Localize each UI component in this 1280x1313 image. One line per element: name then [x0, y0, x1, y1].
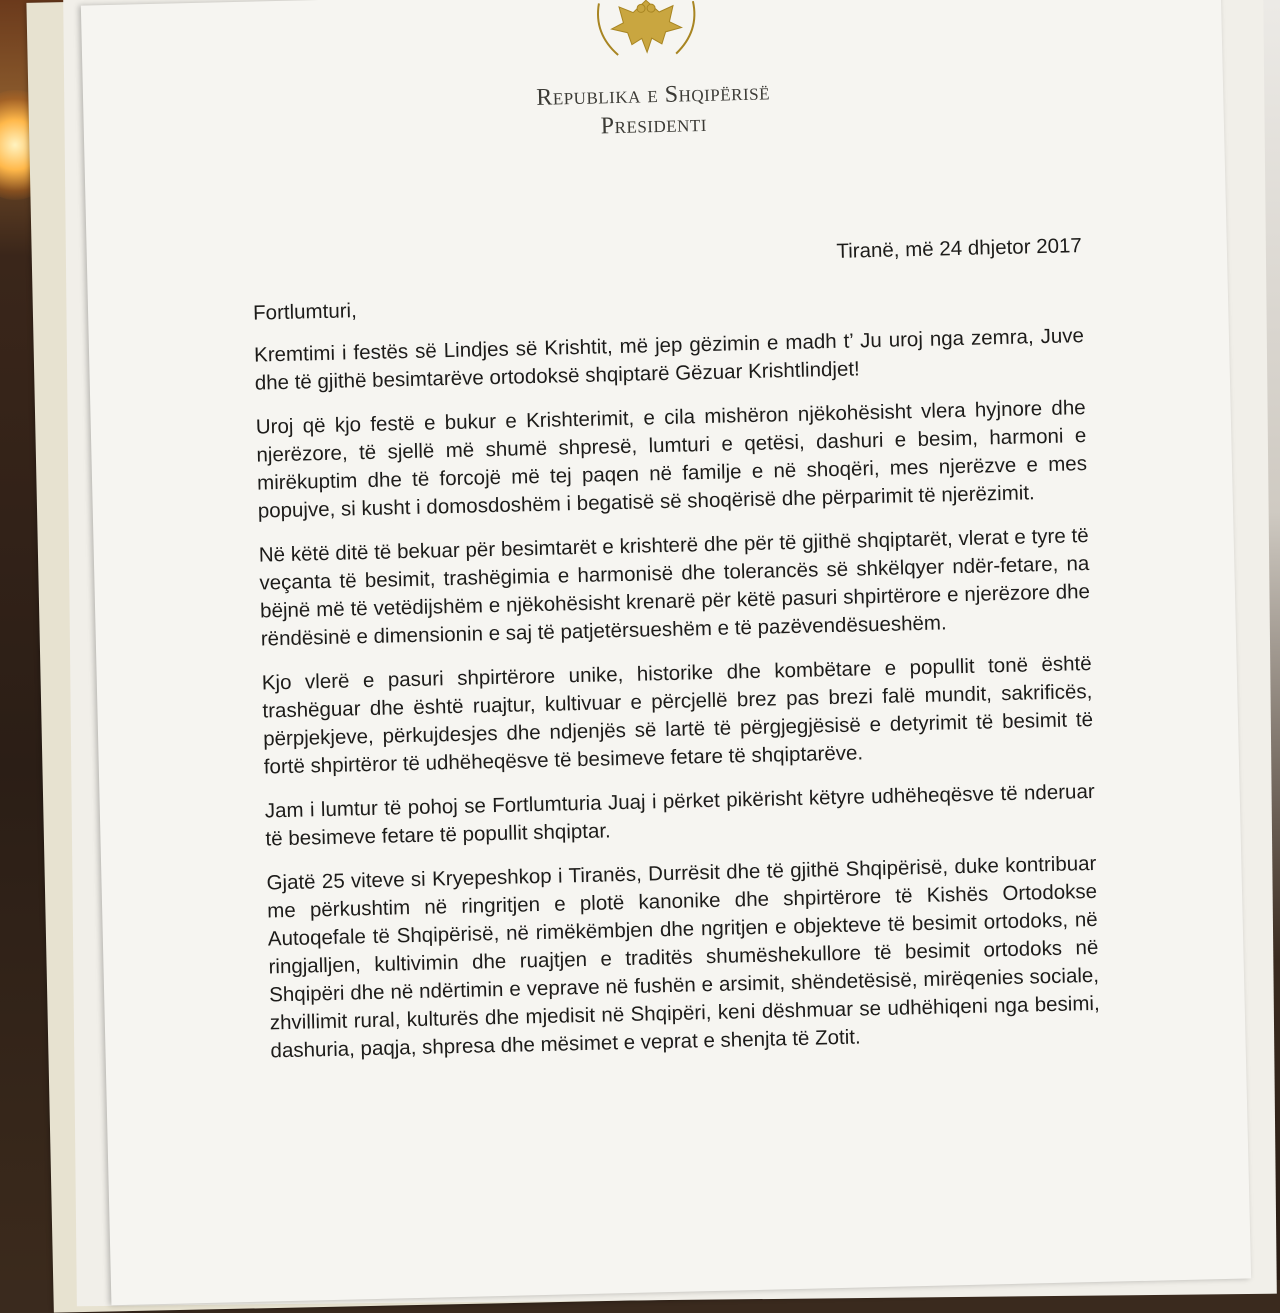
letter-paragraph: Në këtë ditë të bekuar për besimtarët e krishterë dhe për të gjithë shqiptarët, vlerat e tyre të veçanta të besimit, trashëgimia e harmonisë dhe tolerancës së shkëlqyer ndër-fetare, na bëjnë më të vetëdijshëm e njëkohësisht krenarë për këtë pasuri shpirtërore e njerëzore dhe rëndësinë e dimensionin e saj të patjetërsueshëm e të pazëvendësueshëm.	[258, 524, 1091, 651]
letter-paragraph: Gjatë 25 viteve si Kryepeshkop i Tiranës, Durrësit dhe të gjithë Shqipërisë, duke kontribuar me përkushtim në ringritjen e plotë kanonike dhe shpirtërore të Kishës Ortodokse Autoqefale të Shqipërisë, në rimëkëmbjen dhe ngritjen e objekteve të besimit ortodoks, në ringjalljen, kultivimin dhe ruajtjen e traditës shumëshekullore të besimit ortodoks në Shqipëri dhe në ndërtimin e veprave në fushën e arsimit, shëndetësisë, mirëqenies sociale, zhvillimit rural, kulturës dhe mjedisit në Shqipëri, keni dëshmuar se udhëhiqeni nga besimi, dashuria, paqja, shpresa dhe mësimet e veprat e shenjta të Zotit.	[266, 851, 1100, 1063]
eagle-emblem-icon	[571, 0, 723, 64]
letterhead	[383, 74, 924, 147]
letter-paragraph: Uroj që kjo festë e bukur e Krishterimit, e cila mishëron njëkohësisht vlera hyjnore dhe njerëzore, të sjellë më shumë shpresë, lumturi e qetësi, dashuri e besim, harmoni e mirëkuptim dhe të forcojë më tej paqen në familje e në shoqëri, mes njerëzve e mes popujve, si kusht i domosdoshëm i begatisë së shoqërisë dhe përparimit të njerëzimit.	[255, 396, 1088, 523]
letter-page	[81, 0, 1251, 1305]
letter-paragraph: Jam i lumtur të pohoj se Fortlumturia Juaj i përket pikërisht këtyre udhëheqësve të nderuar të besimeve fetare të popullit shqiptar.	[264, 779, 1095, 851]
letter-date: Tiranë, më 24 dhjetor 2017	[836, 234, 1083, 263]
letterhead-office: Presidenti	[600, 110, 708, 140]
letter-paragraph: Kremtimi i festës së Lindjes së Krishtit, më jep gëzimin e madh t’ Ju uroj nga zemra, Juve dhe të gjithë besimtarëve ortodoksë shqiptarë Gëzuar Krishtlindjet!	[253, 324, 1085, 395]
letter-salutation: Fortlumturi,	[252, 299, 358, 325]
letterhead-country: Republika e Shqipërisë	[535, 79, 771, 111]
letter-body	[252, 232, 1101, 1081]
letter-paragraph: Kjo vlerë e pasuri shpirtërore unike, historike dhe kombëtare e popullit tonë është trashëguar dhe është ruajtur, kultivuar e përcjellë brez pas brezi falë mundit, sakrificës, përpjekjeve, përkujdesjes dhe ndjenjës së lartë të përgjegjësisë e detyrimit të besimit të fortë shpirtëror të udhëheqësve të besimeve fetare të shqiptarëve.	[261, 651, 1094, 779]
